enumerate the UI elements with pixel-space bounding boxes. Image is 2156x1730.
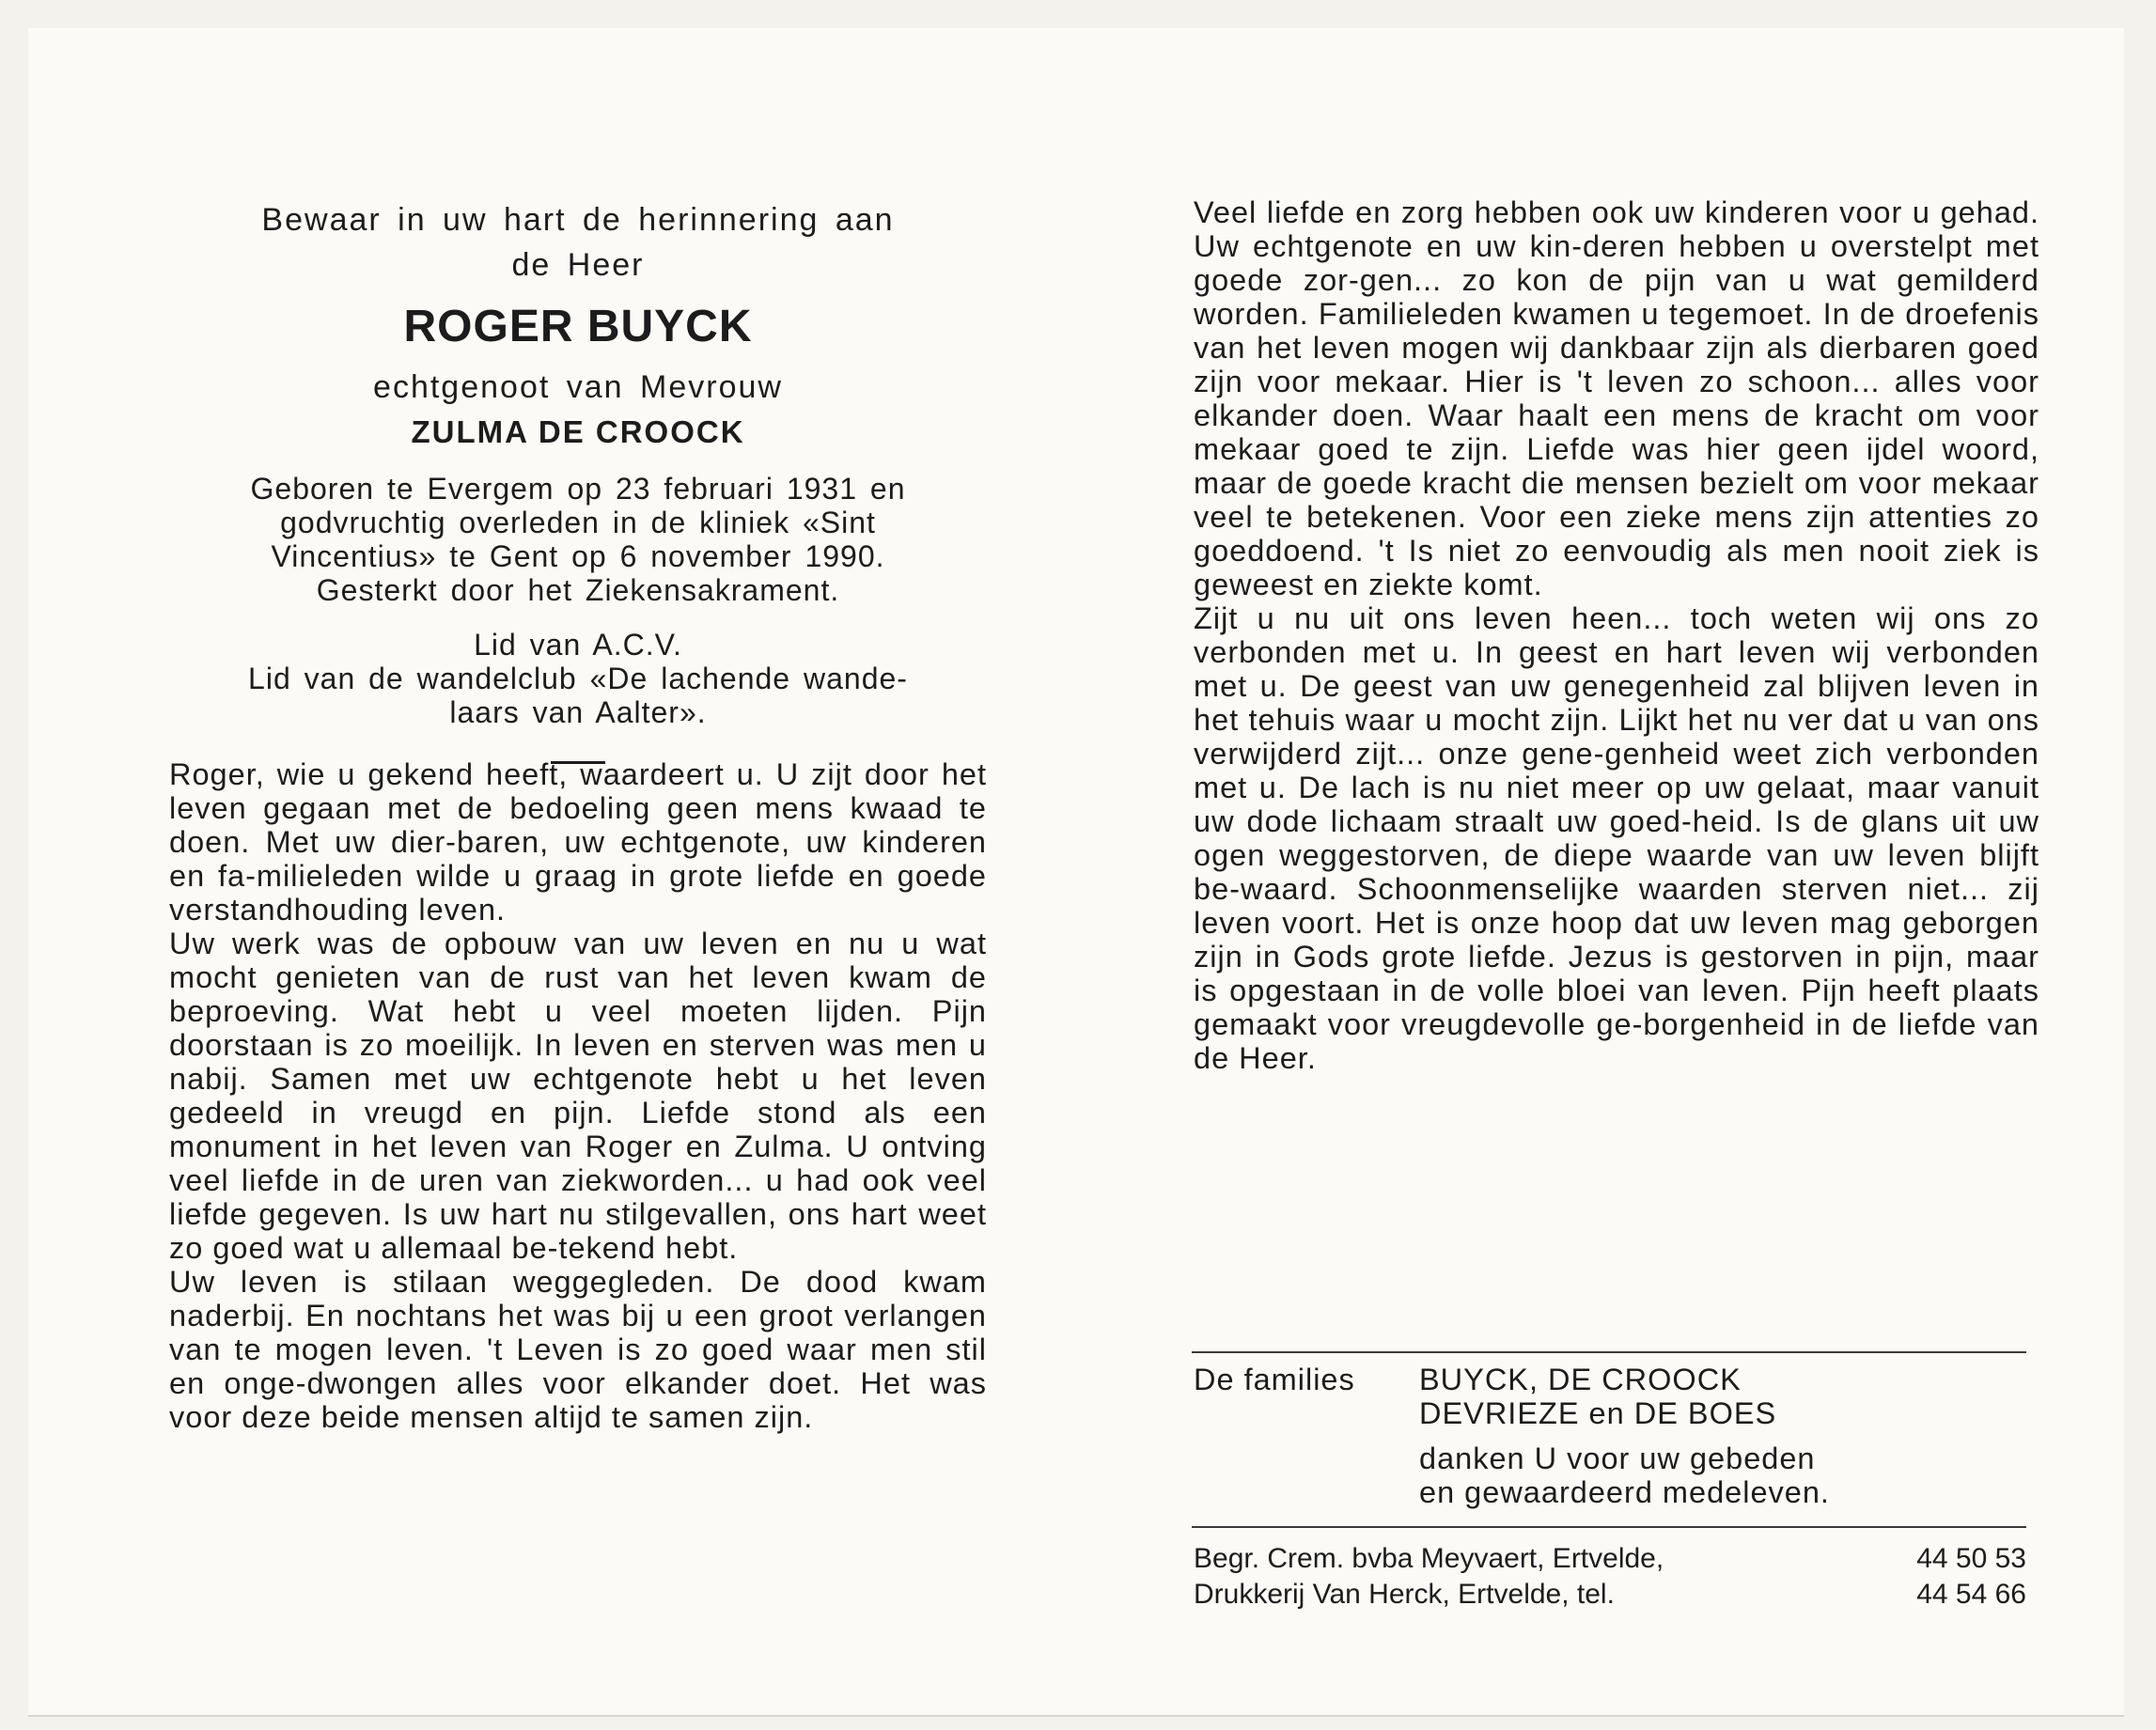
intro-line: Bewaar in uw hart de herinnering aan <box>261 202 895 238</box>
phone-number: 44 54 66 <box>1916 1579 2026 1610</box>
memorial-card <box>28 28 2124 1717</box>
member-line: Lid van de wandelclub «De lachende wande- <box>248 662 908 695</box>
thanks-line: danken U voor uw gebeden <box>1419 1442 1816 1475</box>
left-body-text: Roger, wie u gekend heeft, waardeert u. U zijt door het leven gegaan met de bedoeling geen mens kwaad te doen. Met uw dier-baren, uw echtgenote, uw kinderen en fa-milieleden wilde u graag in grote liefde en goede verstandhouding leven. Uw werk was de opbouw van uw leven en nu u wat mocht genieten van de rust van het leven kwam de beproeving. Wat hebt u veel moeten lijden. Pijn doorstaan is zo moeilijk. In leven en sterven was men u nabij. Samen met uw echtgenote hebt u het leven gedeeld in vreugd en pijn. Liefde stond als een monument in het leven van Roger en Zulma. U ontving veel liefde in de uren van ziekworden... u had ook veel liefde gegeven. Is uw hart nu stilgevallen, ons hart weet zo goed wat u allemaal be-tekend hebt. Uw leven is stilaan weggegleden. De dood kwam naderbij. En nochtans het was bij u een groot verlangen van te mogen leven. 't Leven is zo goed waar men stil en onge-dwongen alles voor elkander doet. Het was voor deze beide mensen altijd te samen zijn. <box>169 757 987 1434</box>
intro-title: de Heer <box>511 247 645 283</box>
printer-row <box>1194 1541 2026 1577</box>
funeral-home: Begr. Crem. bvba Meyvaert, Ertvelde, <box>1194 1543 1664 1574</box>
families-names: BUYCK, DE CROOCK <box>1419 1363 1742 1396</box>
bio-line: Geboren te Evergem op 23 februari 1931 en <box>250 472 906 506</box>
thanks-text <box>1419 1442 2039 1509</box>
families-prefix: De families <box>1194 1363 1355 1396</box>
member-line: Lid van A.C.V. <box>474 628 682 662</box>
bio-line: godvruchtig overleden in de kliniek «Sint <box>280 506 876 539</box>
printer-credits <box>1194 1541 2026 1613</box>
member-line: laars van Aalter». <box>449 695 707 729</box>
biography <box>169 472 987 607</box>
deceased-name: ROGER BUYCK <box>403 302 753 351</box>
spouse-name: ZULMA DE CROOCK <box>411 414 745 449</box>
families-names: DEVRIEZE en DE BOES <box>1419 1396 1777 1430</box>
phone-number: 44 50 53 <box>1916 1543 2026 1574</box>
intro-section <box>169 197 987 764</box>
families-row <box>1194 1363 2039 1396</box>
printer-divider <box>1192 1526 2026 1528</box>
right-body-text: Veel liefde en zorg hebben ook uw kinderen voor u gehad. Uw echtgenote en uw kin-deren hebben u overstelpt met goede zor-gen... zo kon de pijn van u wat gemilderd worden. Familieleden kwamen u tegemoet. In de droefenis van het leven mogen wij dankbaar zijn als dierbaren goed zijn voor mekaar. Hier is 't leven zo schoon... alles voor elkander doen. Waar haalt een mens de kracht om voor mekaar goed te zijn. Liefde was hier geen ijdel woord, maar de goede kracht die mensen bezielt om voor mekaar veel te betekenen. Voor een zieke mens zijn attenties zo goeddoend. 't Is niet zo eenvoudig als men nooit ziek is geweest en ziekte komt. Zijt u nu uit ons leven heen... toch weten wij ons zo verbonden met u. In geest en hart leven wij verbonden met u. De geest van uw genegenheid zal blijven leven in het tehuis waar u mocht zijn. Lijkt het nu ver dat u van ons verwijderd zijt... onze gene-genheid weet zich verbonden met u. De lach is nu niet meer op uw gelaat, maar vanuit uw dode lichaam straalt uw goed-heid. Is de glans uit uw ogen weggestorven, de diepe waarde van uw leven blijft be-waard. Schoonmenselijke waarden sterven niet... zij leven voort. Het is onze hoop dat uw leven mag geborgen zijn in Gods grote liefde. Jezus is gestorven in pijn, maar is opgestaan in de volle bloei van leven. Pijn heeft plaats gemaakt voor vreugdevolle ge-borgenheid in de liefde van de Heer. <box>1194 195 2039 1075</box>
spouse-prefix: echtgenoot van Mevrouw <box>373 369 783 405</box>
printer-name: Drukkerij Van Herck, Ertvelde, tel. <box>1194 1579 1615 1610</box>
families-section <box>1194 1363 2039 1509</box>
thanks-line: en gewaardeerd medeleven. <box>1419 1475 1830 1509</box>
bio-line: Gesterkt door het Ziekensakrament. <box>316 573 840 607</box>
memberships <box>169 628 987 729</box>
families-divider <box>1192 1351 2026 1353</box>
bio-line: Vincentius» te Gent op 6 november 1990. <box>271 539 885 573</box>
printer-row <box>1194 1577 2026 1613</box>
